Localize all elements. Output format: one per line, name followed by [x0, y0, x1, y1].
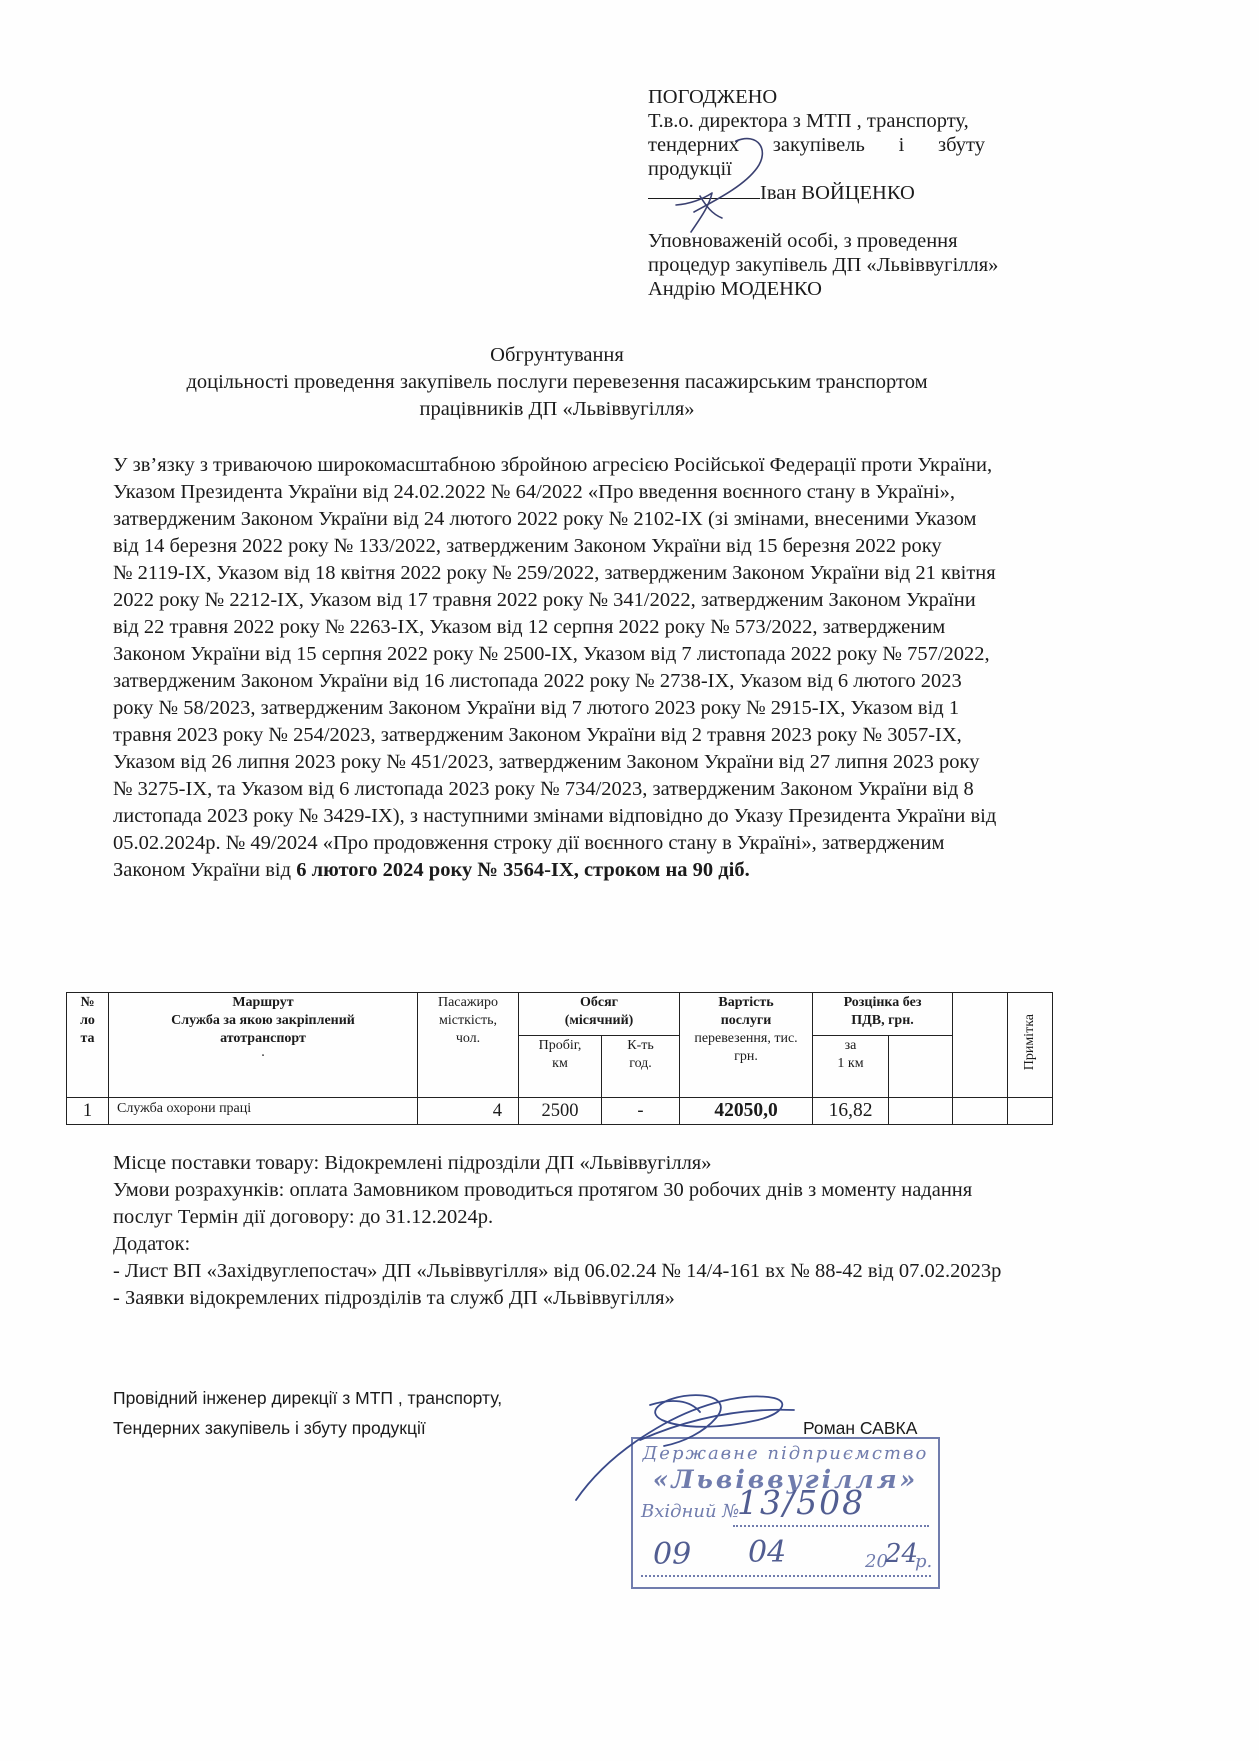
- table-header-row: [67, 993, 1053, 1036]
- header-empty: [953, 993, 1008, 1098]
- header-text: Пробіг,: [538, 1038, 582, 1053]
- stamp-incoming-label: Вхідний №: [641, 1501, 740, 1522]
- body-line: року № 58/2023, затвердженим Законом України від 7 лютого 2023 року № 2915-IX, Указом від 1: [113, 697, 960, 719]
- cell-lot: 1: [67, 1098, 109, 1125]
- header-text: Маршрут: [232, 995, 294, 1010]
- header-text: грн.: [734, 1049, 758, 1064]
- approval-block: [648, 85, 998, 301]
- body-line: № 2119-IX, Указом від 18 квітня 2022 року № 259/2022, затвердженим Законом України від 21 квітня: [113, 562, 996, 584]
- body-last-line-bold: 6 лютого 2024 року № 3564-IX, строком на 90 діб.: [296, 859, 750, 881]
- header-text: атотранспорт: [220, 1031, 306, 1046]
- header-text: (місячний): [564, 1013, 634, 1028]
- header-cost: [680, 993, 813, 1098]
- stamp-number-rule: [733, 1525, 929, 1527]
- header-text: за: [844, 1038, 857, 1053]
- spacer: [648, 205, 998, 229]
- stamp-organization-type: Державне підприємство: [642, 1443, 929, 1464]
- header-per-km: [813, 1036, 889, 1098]
- body-line: Указом Президента України від 24.02.2022 № 64/2022 «Про введення воєнного стану в Україні»,: [113, 481, 956, 503]
- header-volume: [519, 993, 680, 1036]
- document-title: [100, 342, 1014, 423]
- cell-rate-per-km: 16,82: [813, 1098, 889, 1125]
- header-text: К-ть: [627, 1038, 654, 1053]
- approval-position-line: Т.в.о. директора з МТП , транспорту,: [648, 110, 969, 132]
- header-route: [109, 993, 418, 1098]
- title-line: Обгрунтування: [490, 344, 624, 366]
- body-last-line: [113, 857, 996, 884]
- approval-signatory-name: Іван ВОЙЦЕНКО: [760, 182, 915, 204]
- header-text: Розцінка без: [843, 995, 922, 1010]
- cell-hours: -: [602, 1098, 680, 1125]
- title-line: працівників ДП «Львіввугілля»: [419, 398, 695, 420]
- header-text: ло: [80, 1013, 95, 1028]
- header-empty: [889, 1036, 953, 1098]
- title-line: доцільності проведення закупівель послуги перевезення пасажирським транспортом: [186, 371, 928, 393]
- header-text: км: [552, 1056, 568, 1071]
- header-mark: .: [261, 1048, 265, 1059]
- cell-capacity: 4: [418, 1098, 519, 1125]
- appendix-item: - Лист ВП «Західвуглепостач» ДП «Львіввугілля» від 06.02.24 № 14/4-161 вх № 88-42 від 07.02.2023р: [113, 1260, 1002, 1282]
- body-line: Законом України від 15 серпня 2022 року № 2500-IX, Указом від 7 листопада 2022 року № 757/2022,: [113, 643, 990, 665]
- cell-empty: [889, 1098, 953, 1125]
- body-line: № 3275-IX, та Указом від 6 листопада 2023 року № 734/2023, затвердженим Законом України від 8: [113, 778, 974, 800]
- header-text: Обсяг: [579, 995, 619, 1010]
- body-line: 2022 року № 2212-IX, Указом від 17 травня 2022 року № 341/2022, затвердженим Законом України: [113, 589, 976, 611]
- addressee-line: Уповноваженій особі, з проведення: [648, 230, 958, 252]
- approval-signature-row: [648, 181, 998, 205]
- footer-position-line: Провідний інженер дирекції з МТП , транспорту,: [113, 1388, 503, 1408]
- payment-terms: послуг Термін дії договору: до 31.12.2024р.: [113, 1206, 494, 1228]
- cell-mileage: 2500: [519, 1098, 602, 1125]
- body-line: травня 2023 року № 254/2023, затвердженим Законом України від 2 травня 2023 року № 3057-IX,: [113, 724, 962, 746]
- body-last-line-regular: Законом України від: [113, 859, 297, 881]
- header-rate: [813, 993, 953, 1036]
- header-lot-number: [67, 993, 109, 1098]
- stamp-date-month: 04: [748, 1535, 787, 1570]
- footer-position-line: Тендерних закупівель і збуту продукції: [113, 1418, 426, 1438]
- body-paragraph: [113, 452, 996, 884]
- addressee-line: Андрію МОДЕНКО: [648, 278, 822, 300]
- body-line: від 22 травня 2022 року № 2263-IX, Указом від 12 серпня 2022 року № 573/2022, затвердженим: [113, 616, 946, 638]
- stamp-incoming-number: 13/508: [737, 1483, 866, 1522]
- addressee-line: процедур закупівель ДП «Львіввугілля»: [648, 254, 999, 276]
- header-text: ПДВ, грн.: [851, 1013, 914, 1028]
- body-line: від 14 березня 2022 року № 133/2022, затвердженим Законом України від 15 березня 2022 року: [113, 535, 942, 557]
- header-text: чол.: [455, 1031, 481, 1046]
- stamp-year-prefix: 20: [865, 1551, 888, 1572]
- cell-empty: [953, 1098, 1008, 1125]
- header-text: Примітка: [1022, 1014, 1038, 1071]
- cell-route: Служба охорони праці: [109, 1098, 418, 1125]
- details-block: [113, 1150, 1001, 1312]
- header-text: та: [80, 1031, 95, 1046]
- header-text: год.: [629, 1056, 652, 1071]
- appendix-item: - Заявки відокремлених підрозділів та служб ДП «Львіввугілля»: [113, 1287, 675, 1309]
- stamp-organization-name: «Львіввугілля»: [652, 1465, 919, 1494]
- header-note: [1008, 993, 1053, 1098]
- header-text: Пасажиро: [437, 995, 499, 1010]
- stamp-year-suffix: 24: [885, 1539, 919, 1569]
- stamp-date-day: 09: [653, 1537, 692, 1572]
- cell-cost: 42050,0: [680, 1098, 813, 1125]
- header-text: місткість,: [439, 1013, 497, 1028]
- appendix-label: Додаток:: [113, 1233, 191, 1255]
- header-text: №: [80, 995, 95, 1010]
- header-capacity: [418, 993, 519, 1098]
- header-text: Вартість: [718, 995, 774, 1010]
- footer-signatory-name: Роман САВКА: [803, 1418, 918, 1438]
- header-text: послуги: [720, 1013, 772, 1028]
- incoming-stamp: [631, 1437, 940, 1589]
- header-text: Служба за якою закріплений: [171, 1013, 355, 1028]
- body-line: 05.02.2024р. № 49/2024 «Про продовження строку дії воєнного стану в Україні», затвердженим: [113, 832, 945, 854]
- approval-position-line: тендерних закупівель і збуту: [648, 134, 985, 156]
- header-mileage: [519, 1036, 602, 1098]
- cell-note: [1008, 1098, 1053, 1125]
- stamp-date-rule: [641, 1575, 931, 1577]
- header-text: перевезення, тис.: [694, 1031, 798, 1046]
- delivery-place: Місце поставки товару: Відокремлені підрозділи ДП «Львіввугілля»: [113, 1152, 712, 1174]
- body-line: затвердженим Законом України від 16 листопада 2022 року № 2738-IX, Указом від 6 лютого 2023: [113, 670, 962, 692]
- body-line: Указом від 26 липня 2023 року № 451/2023, затвердженим Законом України від 27 липня 2023 року: [113, 751, 980, 773]
- stamp-year-unit: р.: [915, 1551, 933, 1572]
- header-text: 1 км: [837, 1056, 864, 1071]
- payment-terms: Умови розрахунків: оплата Замовником проводиться протягом 30 робочих днів з моменту надання: [113, 1179, 973, 1201]
- body-line: листопада 2023 року № 3429-IX), з наступними змінами відповідно до Указу Президента України від: [113, 805, 997, 827]
- signature-line: [648, 197, 760, 199]
- body-line: У зв’язку з триваючою широкомасштабною збройною агресією Російської Федерації проти України,: [113, 454, 993, 476]
- approval-heading: ПОГОДЖЕНО: [648, 86, 778, 108]
- body-line: затвердженим Законом України від 24 лютого 2022 року № 2102-IX (зі змінами, внесеними Указом: [113, 508, 977, 530]
- header-hours: [602, 1036, 680, 1098]
- table-row: [67, 1098, 1053, 1125]
- lots-table: [66, 992, 1053, 1125]
- approval-position-line: продукції: [648, 158, 732, 180]
